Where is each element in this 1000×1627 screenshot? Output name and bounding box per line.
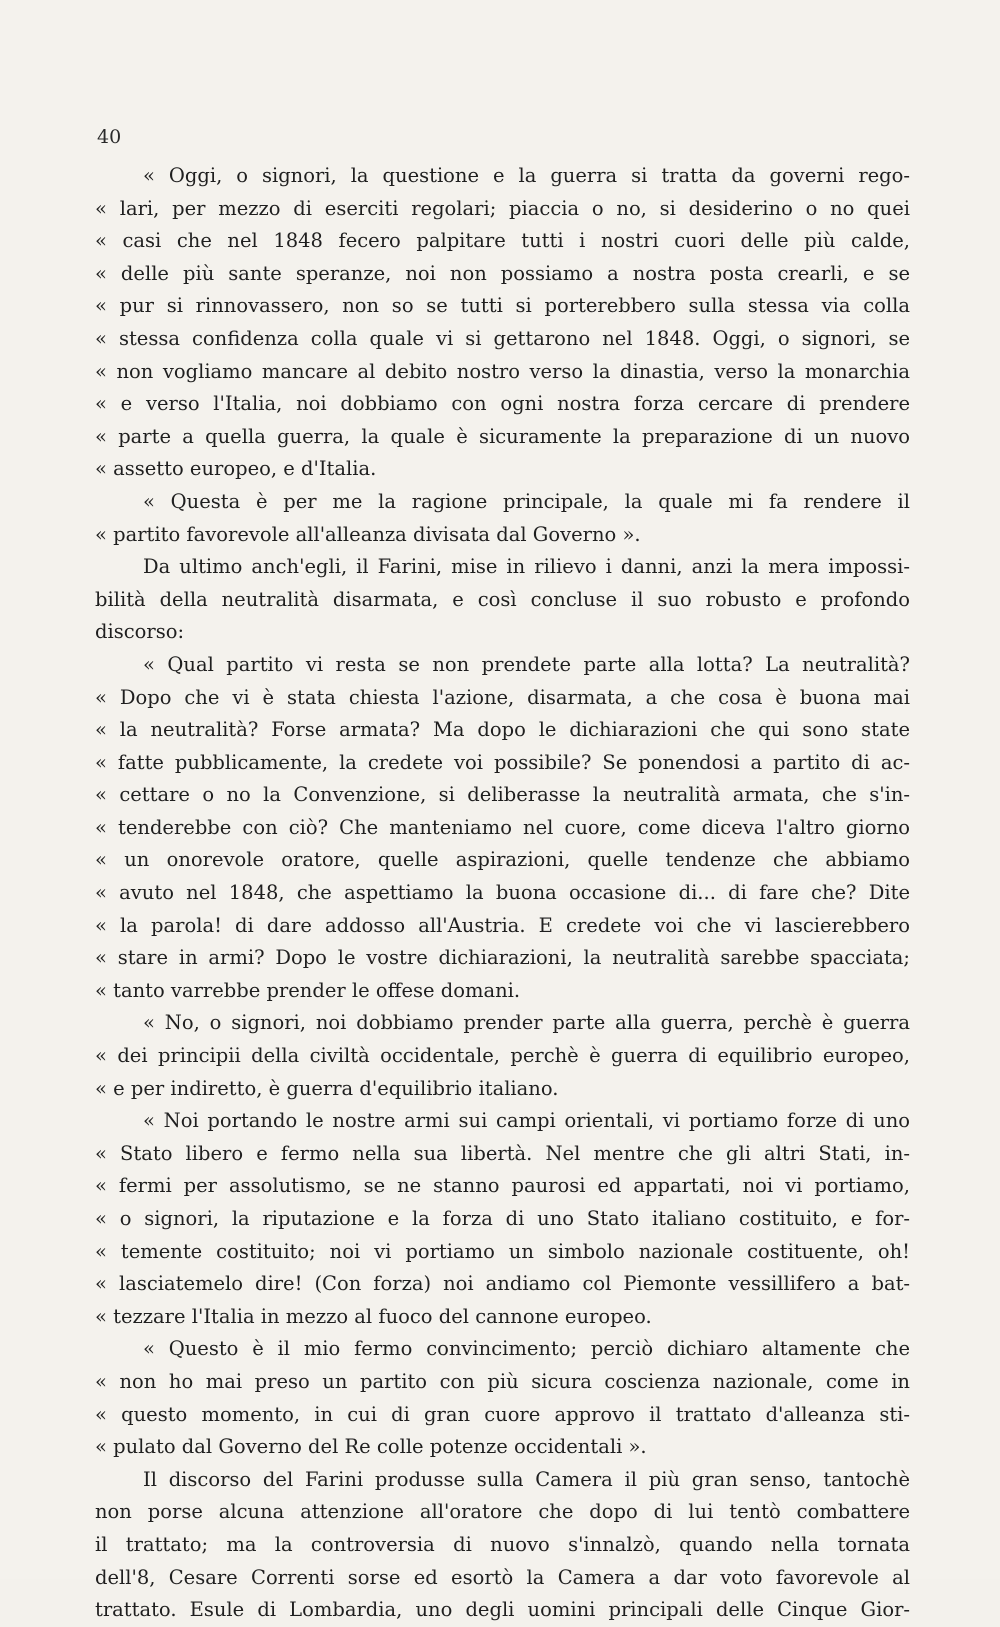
- text-line: « Questo è il mio fermo convincimento; perciò dichiaro altamente che: [143, 1337, 910, 1361]
- text-line: « Questa è per me la ragione principale, la quale mi fa rendere il: [143, 489, 910, 513]
- text-line: non porse alcuna attenzione all'oratore che dopo di lui tentò combattere: [95, 1500, 910, 1524]
- text-line: « tenderebbe con ciò? Che manteniamo nel cuore, come diceva l'altro giorno: [95, 815, 910, 839]
- text-line: « la neutralità? Forse armata? Ma dopo le dichiarazioni che qui sono state: [95, 718, 910, 742]
- text-line: « partito favorevole all'alleanza divisata dal Governo ».: [95, 522, 641, 546]
- text-line: « questo momento, in cui di gran cuore approvo il trattato d'alleanza sti-: [95, 1402, 910, 1426]
- text-line: « delle più sante speranze, noi non possiamo a nostra posta crearli, e se: [95, 261, 910, 285]
- text-line: « non ho mai preso un partito con più sicura coscienza nazionale, come in: [95, 1369, 910, 1393]
- text-line: « lasciatemelo dire! (Con forza) noi andiamo col Piemonte vessillifero a bat-: [95, 1272, 910, 1296]
- text-line: Da ultimo anch'egli, il Farini, mise in rilievo i danni, anzi la mera impossi-: [143, 555, 910, 579]
- text-line: « Dopo che vi è stata chiesta l'azione, disarmata, a che cosa è buona mai: [95, 685, 910, 709]
- text-line: trattato. Esule di Lombardia, uno degli uomini principali delle Cinque Gior-: [95, 1598, 910, 1622]
- text-line: « e verso l'Italia, noi dobbiamo con ogni nostra forza cercare di prendere: [95, 392, 910, 416]
- text-line: « avuto nel 1848, che aspettiamo la buona occasione di... di fare che? Dite: [95, 881, 910, 905]
- text-line: « dei principii della civiltà occidentale, perchè è guerra di equilibrio europeo,: [95, 1044, 910, 1068]
- text-line: « Stato libero e fermo nella sua libertà. Nel mentre che gli altri Stati, in-: [95, 1141, 910, 1165]
- text-line: dell'8, Cesare Correnti sorse ed esortò la Camera a dar voto favorevole al: [95, 1565, 910, 1589]
- text-line: « la parola! di dare addosso all'Austria. E credete voi che vi lascierebbero: [95, 913, 910, 937]
- page-number: 40: [97, 126, 122, 148]
- text-line: « Qual partito vi resta se non prendete parte alla lotta? La neutralità?: [143, 652, 910, 676]
- text-line: « non vogliamo mancare al debito nostro verso la dinastia, verso la monarchia: [95, 359, 910, 383]
- text-line: « cettare o no la Convenzione, si deliberasse la neutralità armata, che s'in-: [95, 783, 910, 807]
- text-line: « Noi portando le nostre armi sui campi orientali, vi portiamo forze di uno: [143, 1109, 910, 1133]
- text-line: discorso:: [95, 620, 185, 644]
- text-line: il trattato; ma la controversia di nuovo s'innalzò, quando nella tornata: [95, 1532, 910, 1556]
- text-line: « e per indiretto, è guerra d'equilibrio italiano.: [95, 1076, 559, 1100]
- text-line: « parte a quella guerra, la quale è sicuramente la preparazione di un nuovo: [95, 424, 910, 448]
- text-line: « o signori, la riputazione e la forza di uno Stato italiano costituito, e for-: [95, 1207, 910, 1230]
- text-line: « stessa confidenza colla quale vi si gettarono nel 1848. Oggi, o signori, se: [95, 326, 910, 350]
- text-line: « Oggi, o signori, la questione e la guerra si tratta da governi rego-: [143, 164, 910, 187]
- text-line: « fermi per assolutismo, se ne stanno paurosi ed appartati, noi vi portiamo,: [95, 1174, 910, 1198]
- text-line: « assetto europeo, e d'Italia.: [95, 457, 377, 481]
- text-line: « fatte pubblicamente, la credete voi possibile? Se ponendosi a partito di ac-: [95, 750, 910, 774]
- text-line: « No, o signori, noi dobbiamo prender parte alla guerra, perchè è guerra: [143, 1011, 910, 1035]
- text-line: « lari, per mezzo di eserciti regolari; piaccia o no, si desiderino o no quei: [95, 196, 910, 220]
- text-line: bilità della neutralità disarmata, e così concluse il suo robusto e profondo: [95, 587, 910, 611]
- text-line: « temente costituito; noi vi portiamo un simbolo nazionale costituente, oh!: [95, 1239, 910, 1263]
- body-text: [95, 160, 910, 1627]
- text-line: « stare in armi? Dopo le vostre dichiarazioni, la neutralità sarebbe spacciata;: [95, 946, 910, 970]
- text-line: « tanto varrebbe prender le offese domani.: [95, 978, 521, 1002]
- text-line: « casi che nel 1848 fecero palpitare tutti i nostri cuori delle più calde,: [95, 229, 910, 253]
- text-line: « un onorevole oratore, quelle aspirazioni, quelle tendenze che abbiamo: [95, 848, 910, 872]
- text-line: « pulato dal Governo del Re colle potenze occidentali ».: [95, 1435, 647, 1459]
- text-line: « pur si rinnovassero, non so se tutti si porterebbero sulla stessa via colla: [95, 294, 910, 318]
- text-line: Il discorso del Farini produsse sulla Camera il più gran senso, tantochè: [143, 1467, 910, 1491]
- text-line: « tezzare l'Italia in mezzo al fuoco del cannone europeo.: [95, 1304, 652, 1328]
